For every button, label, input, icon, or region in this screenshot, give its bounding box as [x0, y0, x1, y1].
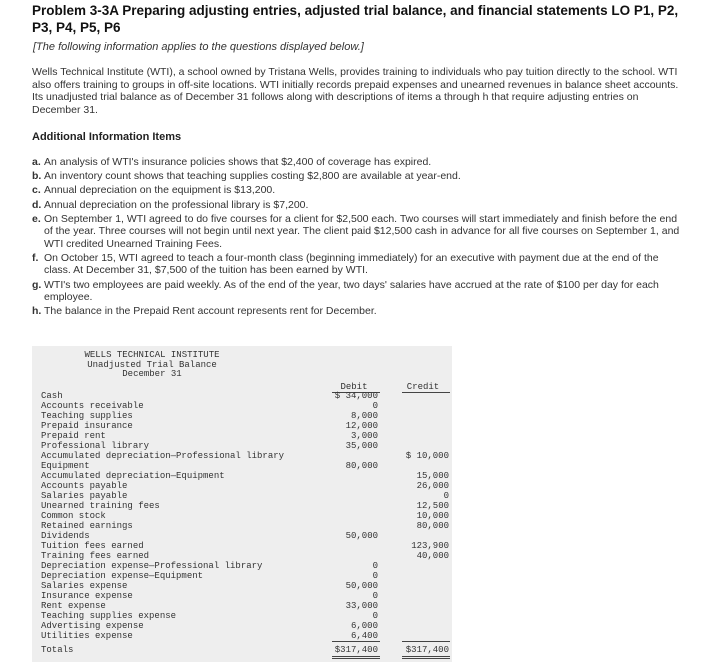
- item-text: The balance in the Prepaid Rent account represents rent for December.: [44, 305, 377, 318]
- table-row: [41, 531, 449, 541]
- item-label: d.: [32, 198, 42, 211]
- item-text: WTI's two employees are paid weekly. As of the end of the year, two days' salaries have accrued at the rate of $100 per day for each employee.: [44, 278, 659, 304]
- debit-amount: 0: [372, 571, 378, 581]
- account-name: Accounts payable: [41, 481, 128, 491]
- company-name: WELLS TECHNICAL INSTITUTE: [84, 350, 220, 360]
- table-row: [41, 411, 449, 421]
- list-item: [32, 199, 682, 212]
- table-row: [41, 611, 449, 621]
- account-name: Cash: [41, 391, 63, 401]
- list-item: [32, 252, 682, 277]
- table-row: [41, 601, 449, 611]
- item-label: f.: [32, 251, 39, 264]
- account-name: Advertising expense: [41, 621, 144, 631]
- additional-items-list: [32, 156, 682, 320]
- table-row: [41, 591, 449, 601]
- debit-amount: 33,000: [345, 601, 378, 611]
- table-row: [41, 551, 449, 561]
- total-rule: [402, 641, 450, 642]
- list-item: [32, 170, 682, 183]
- credit-amount: 26,000: [416, 481, 449, 491]
- account-name: Salaries payable: [41, 491, 128, 501]
- account-name: Dividends: [41, 531, 90, 541]
- account-name: Training fees earned: [41, 551, 150, 561]
- list-item: [32, 156, 682, 169]
- account-name: Teaching supplies: [41, 411, 133, 421]
- account-name: Prepaid insurance: [41, 421, 133, 431]
- table-row: [41, 571, 449, 581]
- table-row: [41, 541, 449, 551]
- double-rule: [402, 656, 450, 657]
- trial-balance-table: [32, 346, 452, 662]
- intro-paragraph: Wells Technical Institute (WTI), a school owned by Tristana Wells, provides training to individuals who pay tuition directly to the school. WTI also offers training to groups in off-site locations. WTI initially records prepaid expenses and unearned revenues in balance sheet accounts. Its unadjusted trial balance as of December 31 follows along with descriptions of items a through h that require adjusting entries on December 31.: [32, 66, 679, 117]
- account-name: Tuition fees earned: [41, 541, 144, 551]
- debit-amount: 3,000: [350, 431, 378, 441]
- debit-amount: 50,000: [345, 581, 378, 591]
- item-text: On October 15, WTI agreed to teach a four-month class (beginning immediately) for an executive with payment due at the end of the class. At December 31, $7,500 of the tuition has been earned by WTI.: [44, 251, 659, 277]
- credit-amount: 0: [443, 491, 449, 501]
- credit-amount: 15,000: [416, 471, 449, 481]
- double-rule: [332, 658, 380, 659]
- debit-amount: $ 34,000: [334, 391, 378, 401]
- account-name: Teaching supplies expense: [41, 611, 177, 621]
- debit-amount: 0: [372, 591, 378, 601]
- item-label: e.: [32, 212, 41, 225]
- item-label: g.: [32, 278, 42, 291]
- account-name: Depreciation expense—Professional library: [41, 561, 263, 571]
- debit-amount: 80,000: [345, 461, 378, 471]
- table-row: [41, 521, 449, 531]
- totals-row: [41, 645, 449, 655]
- table-row: [41, 471, 449, 481]
- item-text: Annual depreciation on the equipment is $13,200.: [44, 184, 276, 197]
- credit-amount: 40,000: [416, 551, 449, 561]
- table-row: [41, 631, 449, 641]
- credit-amount: $ 10,000: [405, 451, 449, 461]
- table-row: [41, 431, 449, 441]
- credit-amount: 12,500: [416, 501, 449, 511]
- account-name: Rent expense: [41, 601, 106, 611]
- table-row: [41, 451, 449, 461]
- account-name: Equipment: [41, 461, 90, 471]
- table-row: [41, 511, 449, 521]
- account-name: Insurance expense: [41, 591, 133, 601]
- account-name: Common stock: [41, 511, 106, 521]
- table-row: [41, 441, 449, 451]
- debit-amount: 35,000: [345, 441, 378, 451]
- table-row: [41, 461, 449, 471]
- total-rule: [332, 641, 380, 642]
- account-name: Retained earnings: [41, 521, 133, 531]
- debit-amount: 0: [372, 611, 378, 621]
- account-name: Accumulated depreciation—Professional library: [41, 451, 285, 461]
- account-name: Salaries expense: [41, 581, 128, 591]
- table-row: [41, 581, 449, 591]
- credit-total: $317,400: [405, 645, 449, 655]
- item-label: b.: [32, 170, 42, 183]
- item-text: Annual depreciation on the professional library is $7,200.: [44, 198, 309, 211]
- list-item: [32, 184, 682, 197]
- debit-amount: 8,000: [350, 411, 378, 421]
- statement-date: December 31: [122, 369, 182, 379]
- totals-label: Totals: [41, 645, 74, 655]
- credit-amount: 80,000: [416, 521, 449, 531]
- item-label: a.: [32, 156, 41, 168]
- debit-total: $317,400: [334, 645, 378, 655]
- table-row: [41, 621, 449, 631]
- table-row: [41, 491, 449, 501]
- table-row: [41, 501, 449, 511]
- statement-name: Unadjusted Trial Balance: [87, 359, 217, 370]
- item-label: c.: [32, 184, 41, 197]
- debit-amount: 0: [372, 401, 378, 411]
- account-name: Prepaid rent: [41, 431, 106, 441]
- credit-amount: 123,900: [411, 541, 449, 551]
- list-item: [32, 305, 682, 318]
- item-text: An inventory count shows that teaching supplies costing $2,800 are available at year-end.: [44, 170, 461, 183]
- account-name: Depreciation expense—Equipment: [41, 571, 204, 581]
- account-name: Accounts receivable: [41, 401, 144, 411]
- list-item: [32, 279, 682, 304]
- additional-info-heading: Additional Information Items: [32, 131, 182, 143]
- table-row: [41, 561, 449, 571]
- table-row: [41, 481, 449, 491]
- debit-amount: 50,000: [345, 531, 378, 541]
- problem-title: Problem 3-3A Preparing adjusting entries, adjusted trial balance, and financial statements LO P1, P2, P3, P4, P5, P6: [32, 3, 679, 35]
- debit-amount: 6,400: [350, 631, 378, 641]
- item-text: On September 1, WTI agreed to do five courses for a client for $2,500 each. Two courses will start immediately and finish before the end of the year. Three courses will not begin until next year. The client paid $12,500 cash in advance for all five courses on September 1, and WTI credited Unearned Training Fees.: [44, 212, 680, 250]
- item-label: h.: [32, 305, 42, 318]
- double-rule: [402, 658, 450, 659]
- account-name: Unearned training fees: [41, 501, 160, 511]
- account-name: Utilities expense: [41, 631, 133, 641]
- debit-column-header: Debit: [340, 382, 368, 392]
- table-row: [41, 401, 449, 411]
- table-row: [41, 391, 449, 401]
- double-rule: [332, 656, 380, 657]
- table-row: [41, 421, 449, 431]
- debit-amount: 12,000: [345, 421, 378, 431]
- account-name: Accumulated depreciation—Equipment: [41, 471, 225, 481]
- credit-amount: 10,000: [416, 511, 449, 521]
- account-name: Professional library: [41, 441, 150, 451]
- list-item: [32, 213, 682, 251]
- debit-amount: 0: [372, 561, 378, 571]
- credit-column-header: Credit: [406, 382, 440, 392]
- context-note: [The following information applies to the questions displayed below.]: [33, 41, 364, 53]
- trial-balance-heading: [32, 351, 272, 380]
- debit-amount: 6,000: [350, 621, 378, 631]
- item-text: An analysis of WTI's insurance policies shows that $2,400 of coverage has expired.: [44, 156, 432, 168]
